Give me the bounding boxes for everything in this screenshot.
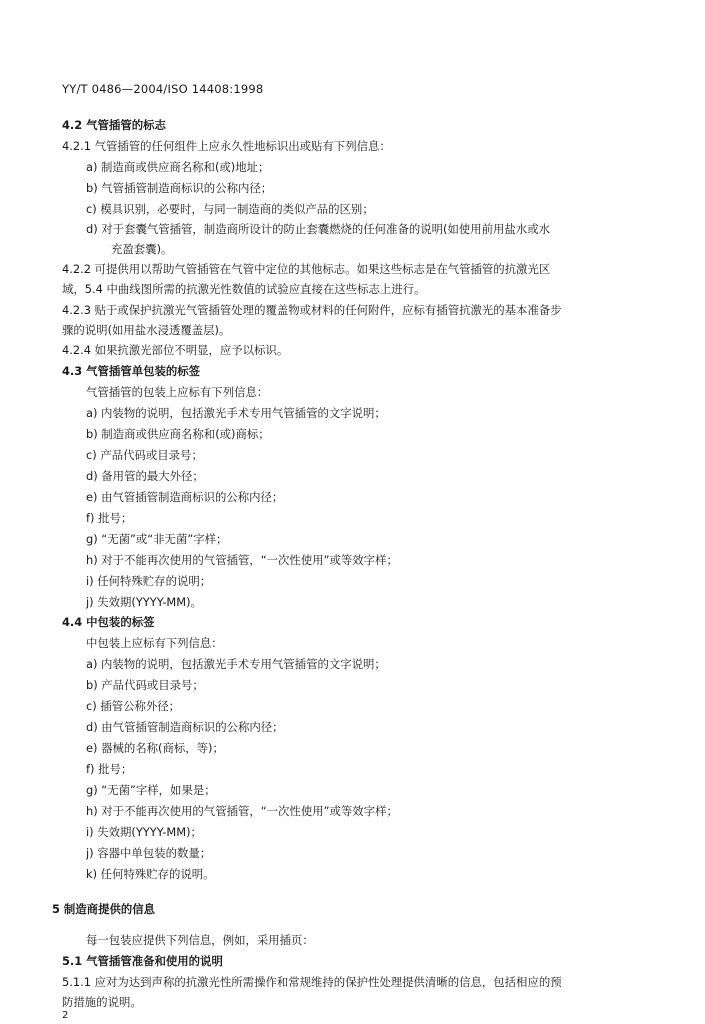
clause-4-2-4: 4.2.4 如果抗激光部位不明显，应予以标识。 bbox=[62, 343, 289, 357]
clause-4-2-3-cont: 骤的说明(如用盐水浸透覆盖层)。 bbox=[62, 323, 231, 337]
clause-5-1-1-cont: 防措施的说明。 bbox=[62, 995, 142, 1009]
list-item-d-cont: 充盈套囊)。 bbox=[111, 242, 173, 256]
list-item-e: e) 由气管插管制造商标识的公称内径； bbox=[86, 490, 284, 504]
intro-4-4: 中包装上应标有下列信息： bbox=[86, 636, 223, 650]
list-item-a: a) 内装物的说明，包括激光手术专用气管插管的文字说明； bbox=[86, 657, 386, 671]
list-item-c: c) 产品代码或目录号； bbox=[86, 448, 203, 462]
intro-5: 每一包装应提供下列信息，例如，采用插页： bbox=[86, 933, 314, 947]
heading-5: 5 制造商提供的信息 bbox=[52, 902, 156, 916]
clause-4-2-2: 4.2.2 可提供用以帮助气管插管在气管中定位的其他标志。如果这些标志是在气管插管的抗激光区 bbox=[62, 262, 551, 276]
list-item-b: b) 产品代码或目录号； bbox=[86, 678, 204, 692]
heading-4-2: 4.2 气管插管的标志 bbox=[62, 118, 166, 132]
list-item-h: h) 对于不能再次使用的气管插管，“一次性使用”或等效字样； bbox=[86, 804, 398, 818]
clause-4-2-3: 4.2.3 贴于或保护抗激光气管插管处理的覆盖物或材料的任何附件，应标有插管抗激光的基本准备步 bbox=[62, 303, 562, 317]
list-item-f: f) 批号； bbox=[86, 762, 133, 776]
heading-5-1: 5.1 气管插管准备和使用的说明 bbox=[62, 954, 223, 968]
list-item-a: a) 制造商或供应商名称和(或)地址； bbox=[86, 160, 270, 174]
list-item-d: d) 由气管插管制造商标识的公称内径； bbox=[86, 720, 284, 734]
intro-4-3: 气管插管的包装上应标有下列信息： bbox=[86, 385, 269, 399]
heading-4-3: 4.3 气管插管单包装的标签 bbox=[62, 364, 201, 378]
page-number: 2 bbox=[62, 1010, 69, 1021]
list-item-b: b) 制造商或供应商名称和(或)商标； bbox=[86, 427, 270, 441]
list-item-h: h) 对于不能再次使用的气管插管，“一次性使用”或等效字样； bbox=[86, 553, 398, 567]
list-item-d: d) 备用管的最大外径； bbox=[86, 469, 204, 483]
list-item-a: a) 内装物的说明，包括激光手术专用气管插管的文字说明； bbox=[86, 406, 386, 420]
list-item-f: f) 批号； bbox=[86, 511, 133, 525]
clause-4-2-1: 4.2.1 气管插管的任何组件上应永久性地标识出或贴有下列信息： bbox=[62, 139, 391, 153]
list-item-j: j) 容器中单包装的数量； bbox=[86, 846, 212, 860]
list-item-b: b) 气管插管制造商标识的公称内径； bbox=[86, 181, 273, 195]
list-item-j: j) 失效期(YYYY-MM)。 bbox=[86, 595, 202, 609]
list-item-i: i) 失效期(YYYY-MM)； bbox=[86, 825, 202, 839]
standard-header: YY/T 0486—2004/ISO 14408:1998 bbox=[62, 82, 264, 96]
list-item-g: g) “无菌”或“非无菌”字样； bbox=[86, 532, 228, 546]
heading-4-4: 4.4 中包装的标签 bbox=[62, 615, 155, 629]
list-item-e: e) 器械的名称(商标，等)； bbox=[86, 741, 224, 755]
clause-5-1-1: 5.1.1 应对为达到声称的抗激光性所需操作和常规维持的保护性处理提供清晰的信息，包括相应的预 bbox=[62, 975, 562, 989]
list-item-c: c) 插管公称外径； bbox=[86, 699, 181, 713]
list-item-i: i) 任何特殊贮存的说明； bbox=[86, 574, 212, 588]
clause-4-2-2-cont: 域，5.4 中曲线图所需的抗激光性数值的试验应直接在这些标志上进行。 bbox=[62, 282, 426, 296]
list-item-g: g) “无菌”字样，如果是； bbox=[86, 783, 216, 797]
list-item-c: c) 模具识别，必要时，与同一制造商的类似产品的区别； bbox=[86, 202, 374, 216]
list-item-k: k) 任何特殊贮存的说明。 bbox=[86, 867, 215, 881]
list-item-d: d) 对于套囊气管插管，制造商所设计的防止套囊燃烧的任何准备的说明(如使用前用盐水或水 bbox=[86, 222, 550, 236]
